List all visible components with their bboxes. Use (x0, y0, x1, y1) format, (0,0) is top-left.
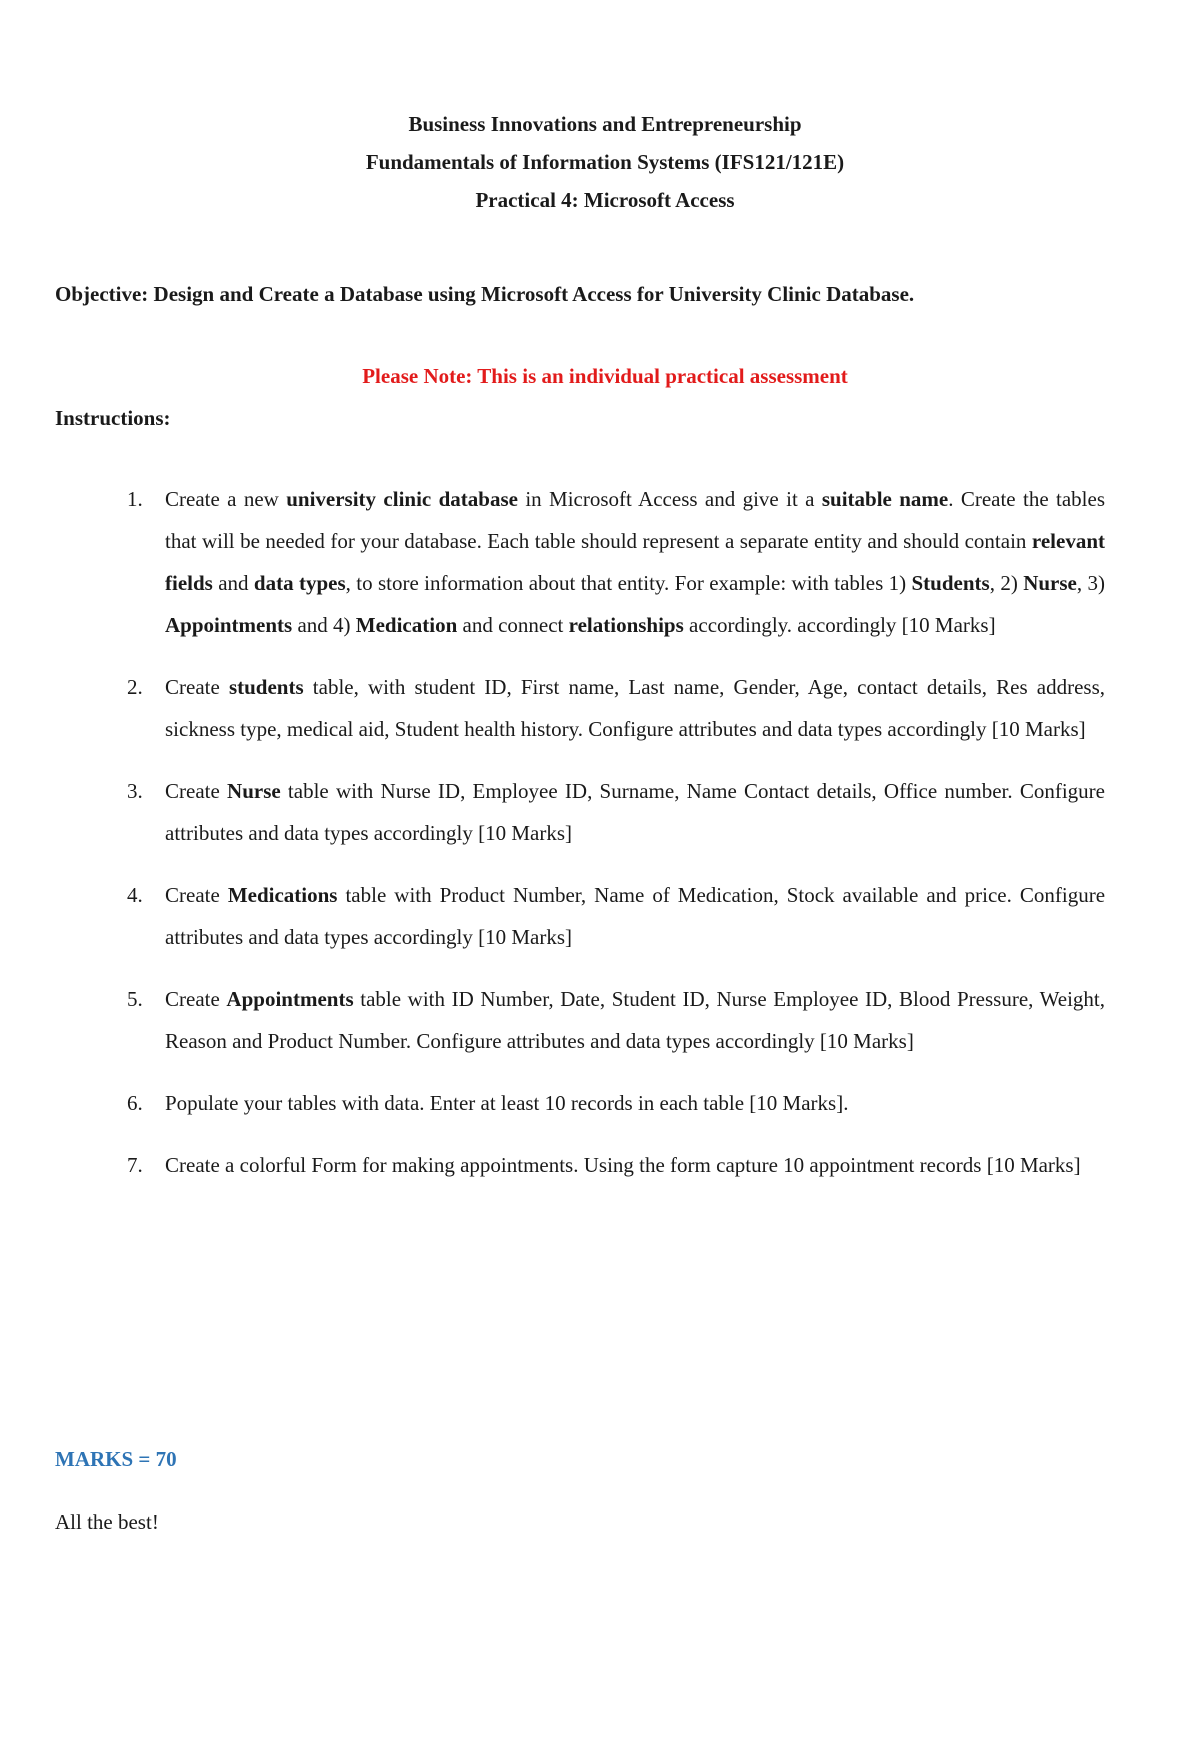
instruction-item (0, 874, 1200, 958)
course-title: Fundamentals of Information Systems (IFS121/121E) (365, 150, 845, 174)
instruction-item (0, 1144, 1200, 1186)
item-text (165, 978, 1105, 1062)
bold-term: Appointments (165, 613, 293, 637)
text-segment: , to store information about that entity. For example: with tables 1) (345, 571, 912, 595)
text-segment: table with Nurse ID, Employee ID, Surname, Name Contact details, Office number. Configure attributes and data types accordingly [10 Marks] (165, 779, 1105, 845)
item-number: 7. (127, 1153, 143, 1177)
instruction-item (0, 478, 1200, 646)
bold-term: suitable name (821, 487, 949, 511)
text-segment: Create (165, 883, 228, 907)
instruction-item (0, 666, 1200, 750)
course-department: Business Innovations and Entrepreneurship (408, 112, 802, 136)
text-segment: accordingly. accordingly [10 Marks] (683, 613, 996, 637)
instructions-heading: Instructions: (55, 406, 171, 430)
bold-term: relationships (568, 613, 684, 637)
bold-term: Nurse (1023, 571, 1077, 595)
instruction-item (0, 1082, 1200, 1124)
text-segment: Create a new (165, 487, 287, 511)
text-segment: Create a colorful Form for making appointments. Using the form capture 10 appointment records [10 Marks] (165, 1153, 1081, 1177)
instruction-item (0, 770, 1200, 854)
text-segment: table with ID Number, Date, Student ID, Nurse Employee ID, Blood Pressure, Weight, Reason and Product Number. Configure attributes and data types accordingly [10 Marks] (165, 987, 1106, 1053)
bold-term: Nurse (227, 779, 281, 803)
text-segment: and (212, 571, 254, 595)
bold-term: university clinic database (286, 487, 518, 511)
bold-term: Students (911, 571, 990, 595)
practical-title: Practical 4: Microsoft Access (475, 188, 735, 212)
item-text (165, 478, 1105, 646)
item-number: 1. (127, 487, 143, 511)
item-text (165, 1082, 1105, 1124)
text-segment: , 3) (1076, 571, 1105, 595)
text-segment: table, with student ID, First name, Last name, Gender, Age, contact details, Res address, sickness type, medical aid, Student health history. Configure attributes and data types accordingly [10 Marks] (165, 675, 1106, 741)
instruction-item (0, 978, 1200, 1062)
text-segment: Create (165, 779, 228, 803)
text-segment: Populate your tables with data. Enter at least 10 records in each table [10 Marks]. (165, 1091, 849, 1115)
text-segment: Create (165, 675, 229, 699)
item-number: 5. (127, 987, 143, 1011)
item-text (165, 1144, 1105, 1186)
text-segment: , 2) (989, 571, 1024, 595)
text-segment: and 4) (292, 613, 356, 637)
bold-term: Medications (227, 883, 338, 907)
objective-statement: Objective: Design and Create a Database using Microsoft Access for University Clinic Database. (55, 282, 915, 306)
text-segment: and connect (457, 613, 569, 637)
instructions-list (0, 478, 1200, 1206)
bold-term: data types (253, 571, 346, 595)
item-text (165, 874, 1105, 958)
bold-term: relevant fields (165, 529, 1105, 595)
text-segment: table with Product Number, Name of Medication, Stock available and price. Configure attributes and data types accordingly [10 Marks] (165, 883, 1106, 949)
item-text (165, 666, 1105, 750)
text-segment: in Microsoft Access and give it a (517, 487, 822, 511)
item-number: 3. (127, 779, 143, 803)
text-segment: . Create the tables that will be needed for your database. Each table should represent a separate entity and should contain (165, 487, 1106, 553)
item-number: 2. (127, 675, 143, 699)
item-number: 4. (127, 883, 143, 907)
total-marks: MARKS = 70 (55, 1447, 177, 1471)
bold-term: students (228, 675, 304, 699)
assessment-note: Please Note: This is an individual practical assessment (362, 364, 848, 388)
text-segment: Create (165, 987, 227, 1011)
item-number: 6. (127, 1091, 143, 1115)
bold-term: Medication (355, 613, 458, 637)
closing-message: All the best! (55, 1510, 159, 1534)
item-text (165, 770, 1105, 854)
bold-term: Appointments (226, 987, 354, 1011)
